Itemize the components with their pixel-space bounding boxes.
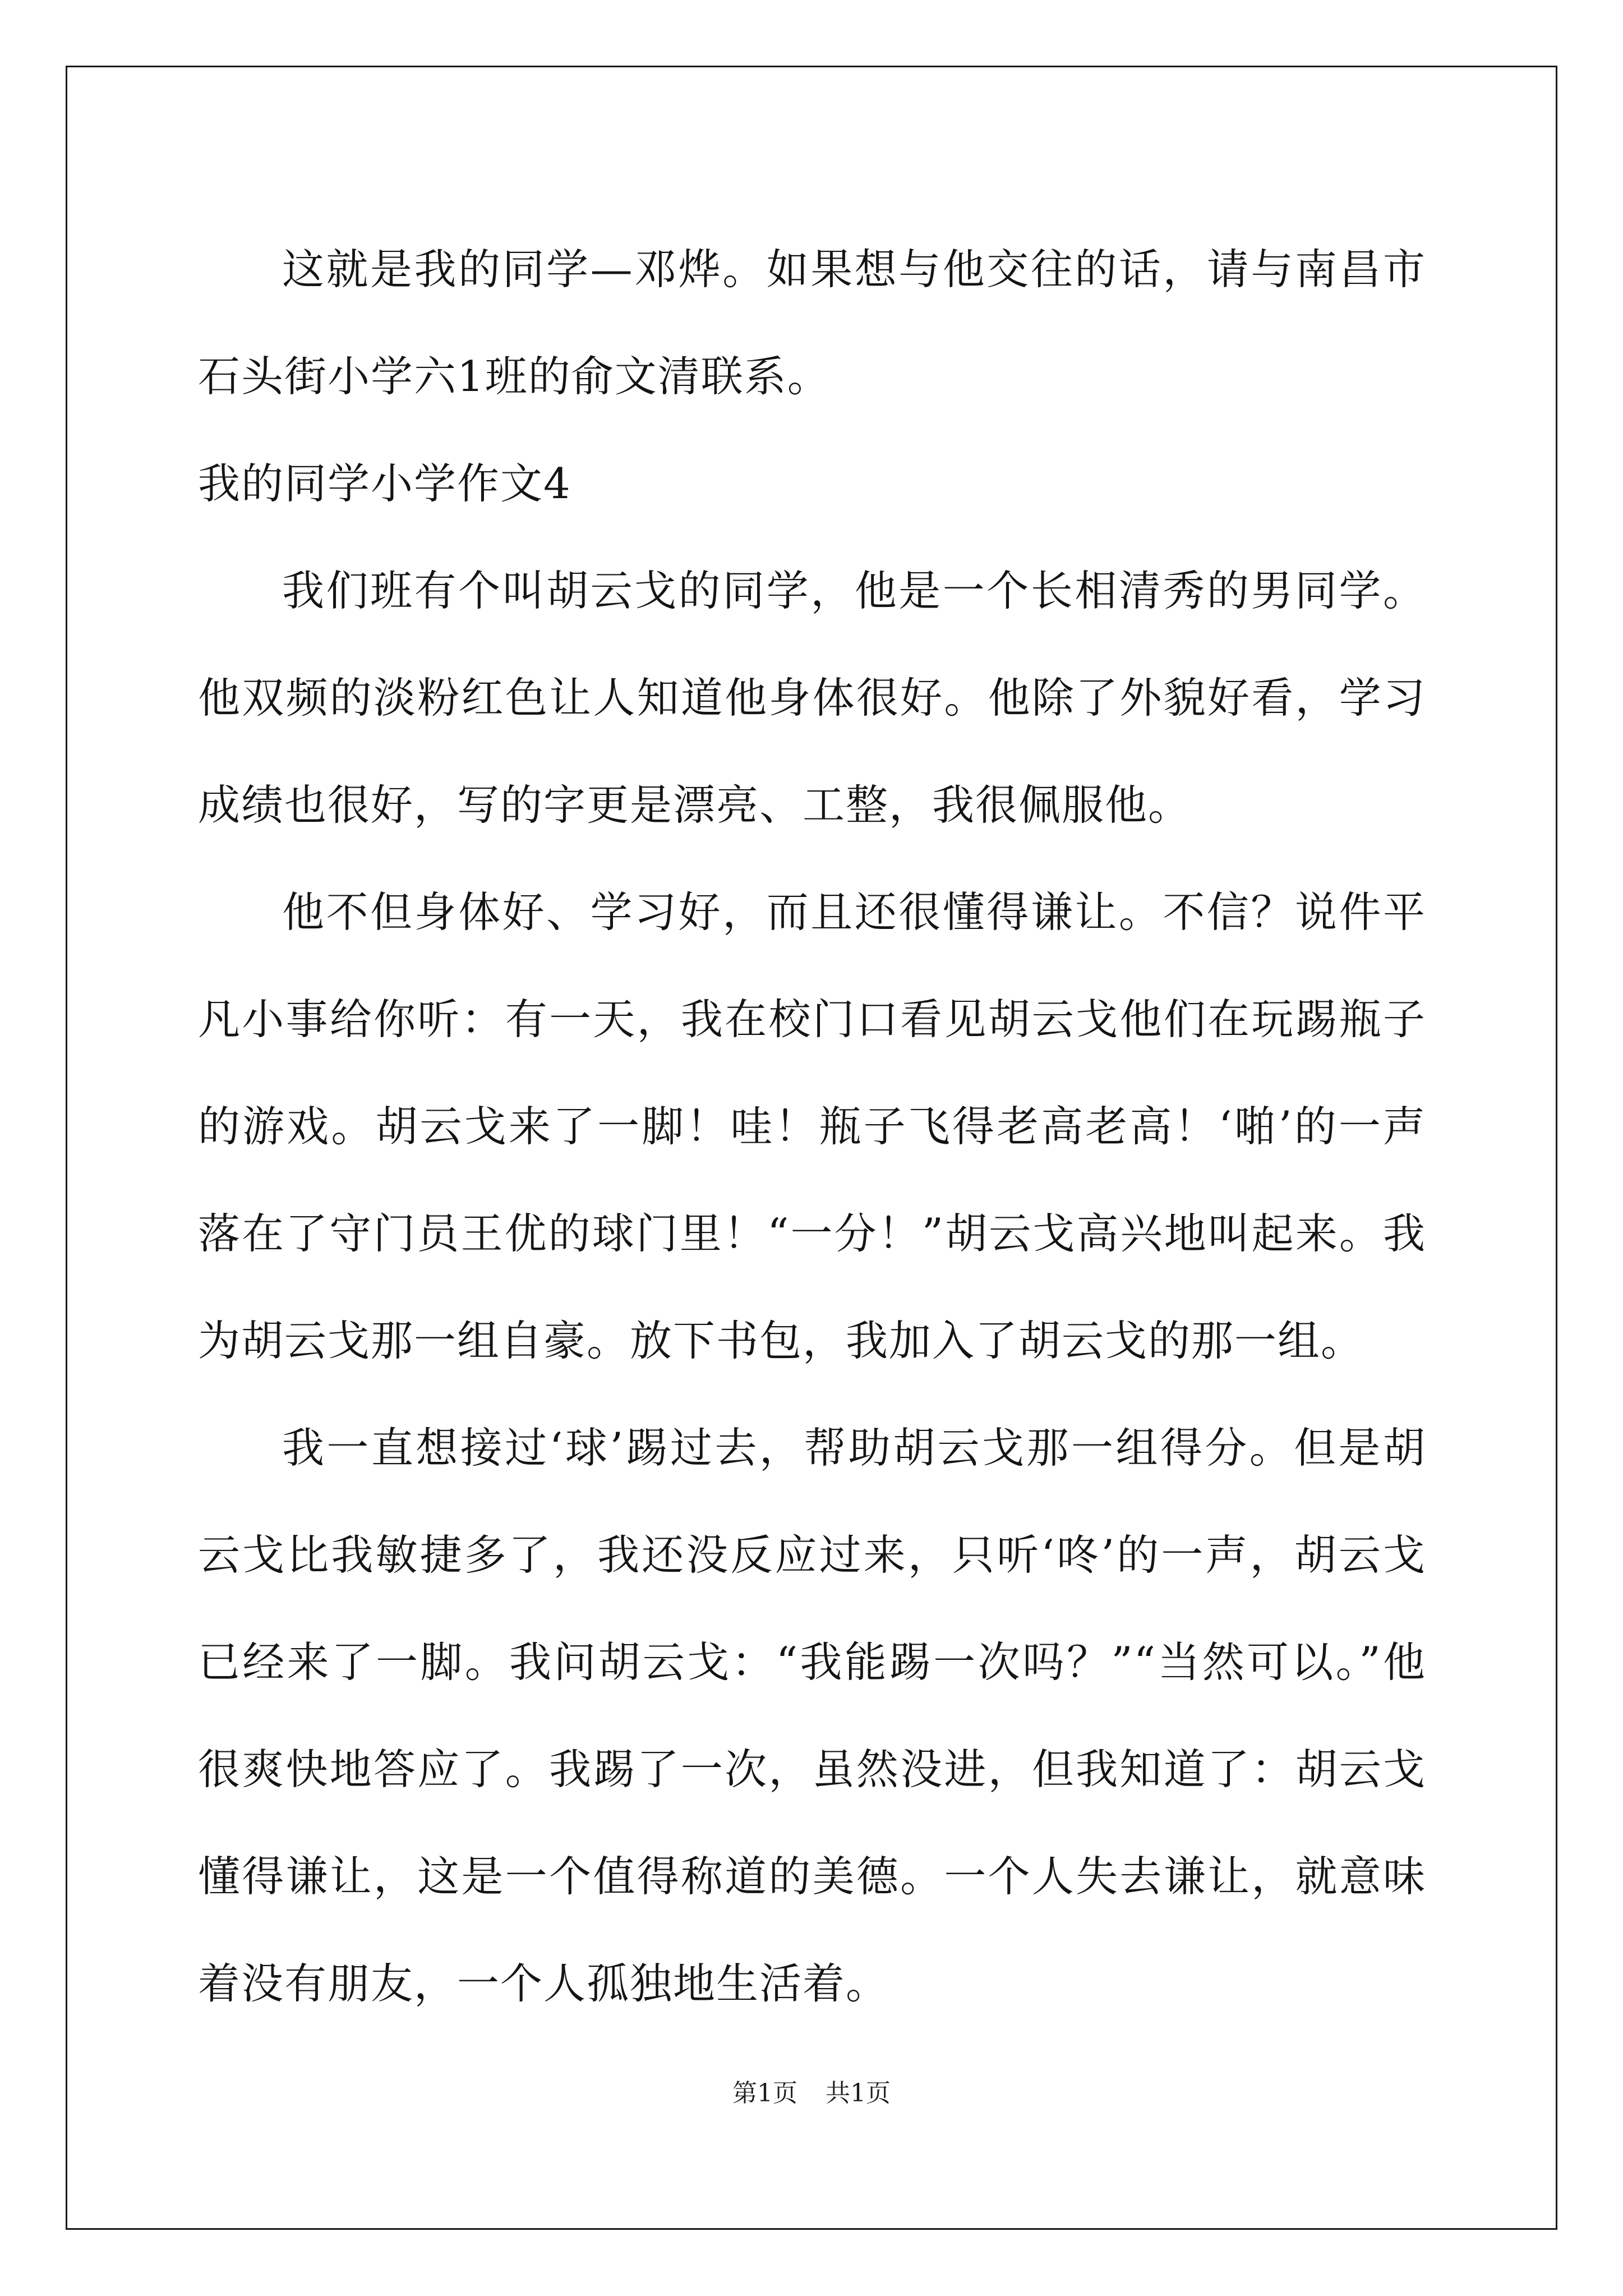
paragraph: 我们班有个叫胡云戈的同学，他是一个长相清秀的男同学。他双频的淡粉红色让人知道他身体很好。他除了外貌好看，学习成绩也很好，写的字更是漂亮、工整，我很佩服他。 [198,566,1426,830]
paragraph: 我一直想接过‘球’踢过去，帮助胡云戈那一组得分。但是胡云戈比我敏捷多了，我还没反应过来，只听‘咚’的一声，胡云戈已经来了一脚。我问胡云戈：“我能踢一次吗？”“当然可以。”他很爽快地答应了。我踢了一次，虽然没进，但我知道了：胡云戈懂得谦让，这是一个值得称道的美德。一个人失去谦让，就意味着没有朋友，一个人孤独地生活着。 [198,1423,1426,2008]
page-total: 共1页 [826,2079,891,2108]
page-footer [0,2073,1623,2109]
section-heading: 我的同学小学作文4 [198,459,571,508]
paragraph: 这就是我的同学—邓烨。如果想与他交往的话，请与南昌市石头街小学六1班的俞文清联系。 [198,245,1426,401]
page-number: 第1页 [732,2079,797,2108]
document-body [198,216,1426,2037]
paragraph: 他不但身体好、学习好，而且还很懂得谦让。不信？说件平凡小事给你听：有一天，我在校门口看见胡云戈他们在玩踢瓶子的游戏。胡云戈来了一脚！哇！瓶子飞得老高老高！‘啪’的一声落在了守门员王优的球门里！“一分！”胡云戈高兴地叫起来。我为胡云戈那一组自豪。放下书包，我加入了胡云戈的那一组。 [198,887,1426,1365]
